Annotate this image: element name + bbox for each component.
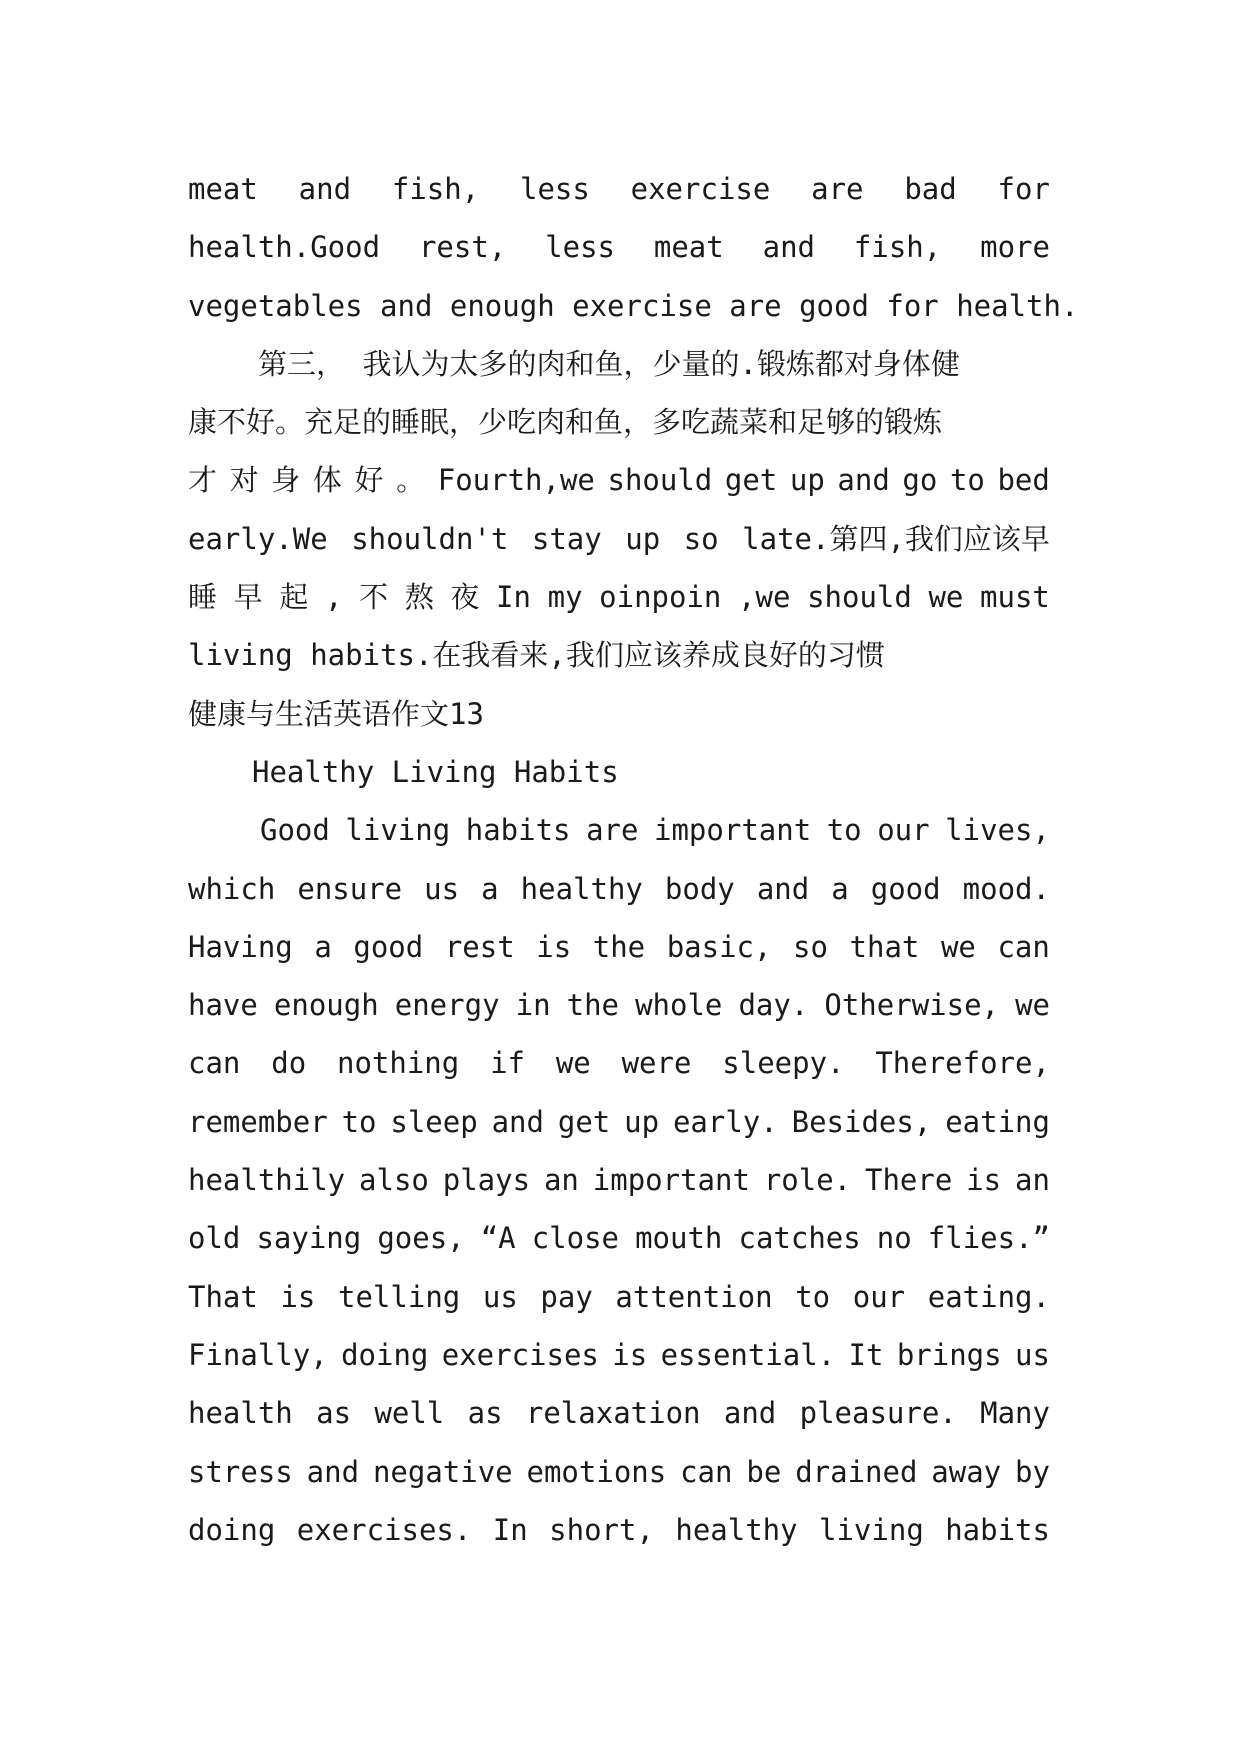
word: the — [592, 929, 646, 964]
word: Having — [188, 929, 293, 964]
text-line — [188, 160, 1050, 218]
word: us — [482, 1279, 518, 1314]
word: an — [543, 1163, 579, 1198]
word: we — [928, 580, 964, 615]
word: well — [374, 1396, 445, 1431]
word: we — [555, 1046, 591, 1081]
word: and — [298, 172, 352, 206]
word: healthy — [520, 871, 643, 906]
word: up — [625, 521, 661, 556]
word: living — [819, 1512, 924, 1547]
word: us — [1014, 1337, 1050, 1372]
line-text: living habits.在我看来,我们应该养成良好的习惯 — [188, 638, 885, 673]
word: 。 — [396, 463, 426, 498]
word: to — [795, 1279, 831, 1314]
word: if — [490, 1046, 525, 1081]
line-text: Healthy Living Habits — [252, 754, 619, 789]
line-text: 第三， 我认为太多的肉和鱼，少量的.锻炼都对身体健 — [258, 346, 960, 381]
word: habits — [465, 813, 571, 848]
word: 夜 — [450, 580, 480, 615]
text-line — [188, 860, 1050, 918]
word: be — [746, 1454, 782, 1489]
word: bed — [997, 463, 1050, 498]
word: up — [624, 1104, 660, 1139]
word: essential. — [660, 1337, 836, 1372]
word: to — [949, 463, 985, 498]
word: 起 — [279, 580, 309, 615]
word: is — [536, 929, 572, 964]
word: we — [1015, 988, 1050, 1023]
word: mouth — [635, 1221, 723, 1256]
word: less — [519, 172, 590, 206]
text-line — [188, 626, 1050, 684]
word: body — [664, 871, 735, 906]
text-line — [188, 1151, 1050, 1209]
word: late.第四,我们应该早 — [742, 521, 1050, 556]
word: sleepy. — [722, 1046, 845, 1081]
word: important — [654, 813, 812, 848]
word: have — [188, 988, 258, 1023]
word: also — [359, 1163, 429, 1198]
text-line — [188, 277, 1079, 335]
word: early. — [672, 1104, 778, 1139]
word: energy — [394, 988, 500, 1023]
word: 身 — [271, 463, 301, 498]
text-line — [188, 1326, 1050, 1384]
word: exercise — [630, 172, 771, 206]
text-line — [188, 685, 1050, 743]
word: enough — [273, 988, 379, 1023]
word: and — [837, 463, 890, 498]
word: a — [314, 929, 332, 964]
word: an — [1015, 1163, 1050, 1198]
text-line — [188, 451, 1050, 509]
word: , — [324, 580, 343, 615]
text-line — [188, 1501, 1050, 1559]
word: In — [492, 1512, 528, 1547]
word: nothing — [337, 1046, 460, 1081]
word: health.Good — [188, 230, 381, 265]
word: can — [188, 1046, 241, 1081]
word: rest — [444, 929, 515, 964]
word: 熬 — [404, 580, 434, 615]
word: “A — [480, 1221, 516, 1256]
word: shouldn't — [351, 521, 509, 556]
text-line — [188, 801, 1050, 859]
word: Fourth,we — [437, 463, 595, 498]
word: Finally, — [188, 1337, 328, 1372]
word: and — [762, 230, 816, 265]
line-text: 康不好。充足的睡眠，少吃肉和鱼，多吃蔬菜和足够的锻炼 — [188, 405, 943, 440]
text-line — [188, 743, 1050, 801]
word: were — [621, 1046, 692, 1081]
word: healthily — [188, 1163, 346, 1198]
word: can — [997, 929, 1050, 964]
word: old — [188, 1221, 241, 1256]
word: is — [966, 1163, 1002, 1198]
word: 早 — [233, 580, 263, 615]
word: day. — [738, 988, 809, 1023]
word: 好 — [354, 463, 384, 498]
word: can — [680, 1454, 733, 1489]
word: early.We — [188, 521, 328, 556]
word: important — [592, 1163, 750, 1198]
word: habits — [945, 1512, 1050, 1547]
word: and — [756, 871, 810, 906]
word: get — [724, 463, 778, 498]
word: our — [852, 1279, 906, 1314]
word: are — [811, 172, 864, 206]
word: close — [531, 1221, 620, 1256]
word: Good — [260, 813, 330, 848]
word: no — [876, 1221, 912, 1256]
word: for — [997, 172, 1050, 206]
word: up — [789, 463, 825, 498]
word: pay — [540, 1279, 593, 1314]
word: 不 — [359, 580, 389, 615]
word: go — [902, 463, 938, 498]
word: relaxation — [525, 1396, 701, 1431]
word: emotions — [526, 1454, 667, 1489]
word: so — [683, 521, 719, 556]
word: should — [807, 580, 912, 615]
word: role. — [763, 1163, 852, 1198]
word: get — [557, 1104, 611, 1139]
word: short, — [549, 1512, 654, 1547]
word: by — [1015, 1454, 1050, 1489]
word: less — [545, 230, 615, 265]
word: doing — [188, 1512, 276, 1547]
word: mood. — [962, 871, 1050, 906]
text-line — [188, 1443, 1050, 1501]
word: There — [865, 1163, 953, 1198]
word: which — [188, 871, 276, 906]
word: good — [353, 929, 424, 964]
text-line — [188, 1268, 1050, 1326]
text-line — [188, 393, 1050, 451]
word: drained — [795, 1454, 918, 1489]
word: pleasure. — [799, 1396, 957, 1431]
word: to — [341, 1104, 377, 1139]
word: oinpoin — [599, 580, 722, 615]
text-line — [188, 1384, 1050, 1442]
word: stress — [188, 1454, 293, 1489]
word: Many — [980, 1396, 1050, 1431]
word: must — [980, 580, 1050, 615]
word: and — [491, 1104, 544, 1139]
word: ,we — [738, 580, 791, 615]
word: That — [188, 1279, 258, 1314]
word: 睡 — [188, 580, 218, 615]
line-text: 健康与生活英语作文13 — [188, 696, 484, 731]
word: to — [826, 813, 862, 848]
word: Otherwise, — [824, 988, 999, 1023]
word: negative — [372, 1454, 513, 1489]
word: our — [877, 813, 930, 848]
word: It — [848, 1337, 884, 1372]
text-line — [188, 1093, 1050, 1151]
line-text: vegetables and enough exercise are good for health. — [188, 288, 1079, 323]
word: basic, — [666, 929, 772, 964]
word: more — [980, 230, 1050, 265]
word: and — [723, 1396, 777, 1431]
word: 才 — [188, 463, 218, 498]
word: living — [345, 813, 451, 848]
word: so — [793, 929, 828, 964]
text-line — [188, 335, 1050, 393]
word: saying — [256, 1221, 362, 1256]
text-line — [188, 218, 1050, 276]
word: meat — [653, 230, 724, 265]
word: a — [481, 871, 499, 906]
text-line — [188, 568, 1050, 626]
word: healthy — [675, 1512, 798, 1547]
word: should — [607, 463, 713, 498]
word: we — [940, 929, 976, 964]
word: and — [306, 1454, 360, 1489]
word: In — [496, 580, 531, 615]
text-line — [188, 510, 1050, 568]
text-line — [188, 1034, 1050, 1092]
word: fish, — [853, 230, 942, 265]
word: remember — [188, 1104, 328, 1139]
word: goes, — [377, 1221, 465, 1256]
word: lives, — [945, 813, 1050, 848]
word: sleep — [390, 1104, 478, 1139]
word: is — [280, 1279, 316, 1314]
word: exercises — [441, 1337, 599, 1372]
word: Besides, — [791, 1104, 932, 1139]
word: are — [586, 813, 639, 848]
word: eating. — [927, 1279, 1050, 1314]
word: is — [612, 1337, 648, 1372]
word: exercises. — [296, 1512, 472, 1547]
word: my — [547, 580, 583, 615]
text-line — [188, 1209, 1050, 1267]
word: attention — [615, 1279, 773, 1314]
word: meat — [188, 172, 258, 206]
word: brings — [896, 1337, 1002, 1372]
word: rest, — [418, 230, 507, 265]
word: that — [849, 929, 920, 964]
word: good — [870, 871, 941, 906]
word: catches — [738, 1221, 861, 1256]
word: Therefore, — [875, 1046, 1050, 1081]
word: as — [467, 1396, 503, 1431]
word: 体 — [312, 463, 342, 498]
word: us — [424, 871, 460, 906]
word: away — [931, 1454, 1002, 1489]
word: fish, — [391, 172, 480, 206]
word: plays — [442, 1163, 531, 1198]
word: bad — [904, 172, 957, 206]
word: a — [831, 871, 849, 906]
word: eating — [945, 1104, 1050, 1139]
word: as — [316, 1396, 352, 1431]
body-text — [188, 160, 1079, 1559]
text-line — [188, 918, 1050, 976]
word: flies.” — [927, 1221, 1050, 1256]
word: the — [566, 988, 619, 1023]
text-line — [188, 976, 1050, 1034]
word: ensure — [297, 871, 403, 906]
word: telling — [338, 1279, 461, 1314]
word: whole — [635, 988, 723, 1023]
word: health — [188, 1396, 293, 1431]
word: 对 — [229, 463, 259, 498]
word: in — [515, 988, 551, 1023]
word: do — [271, 1046, 307, 1081]
word: stay — [531, 521, 602, 556]
word: doing — [341, 1337, 429, 1372]
